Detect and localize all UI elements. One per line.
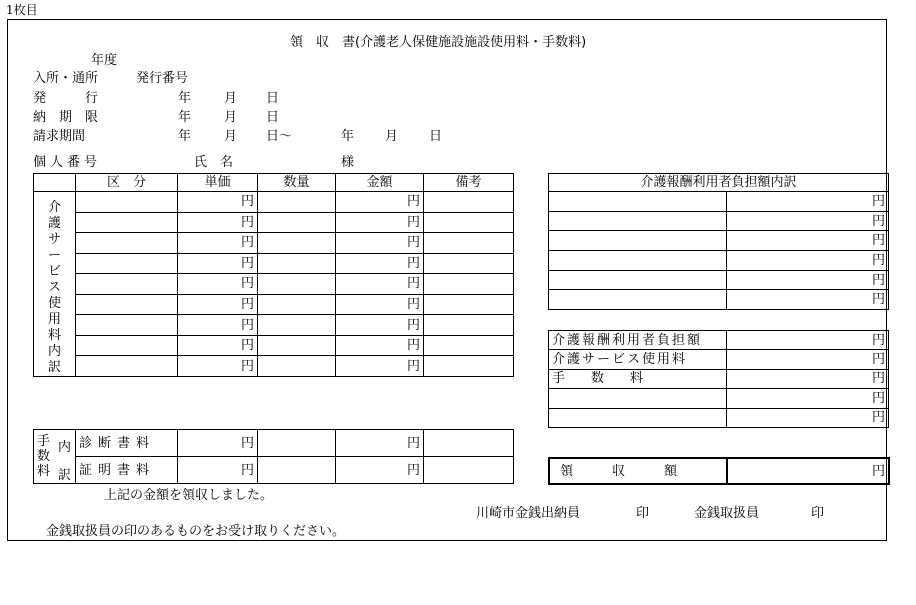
service-category-cell xyxy=(76,274,178,295)
fee-row-label: 診断書料 xyxy=(76,430,178,457)
billing-from-month: 月 xyxy=(224,129,238,144)
cashier-label: 川崎市金銭出納員 xyxy=(476,506,581,521)
due-day: 日 xyxy=(266,110,280,125)
summary-row xyxy=(549,408,889,427)
service-row xyxy=(34,335,514,356)
service-quantity-cell xyxy=(258,212,336,233)
service-row xyxy=(34,315,514,336)
service-unit-price-cell: 円 xyxy=(178,356,258,377)
handler-label: 金銭取扱員 xyxy=(694,506,760,521)
service-quantity-cell xyxy=(258,335,336,356)
service-remarks-cell xyxy=(424,274,514,295)
header-amount: 金額 xyxy=(336,174,424,192)
service-unit-price-cell: 円 xyxy=(178,274,258,295)
summary-amount: 円 xyxy=(727,389,889,408)
burden-amount-cell: 円 xyxy=(727,290,889,310)
service-amount-cell: 円 xyxy=(336,274,424,295)
received-text: 上記の金額を領収しました。 xyxy=(104,488,274,503)
burden-item-cell xyxy=(549,251,727,271)
summary-label: 介護報酬利用者負担額 xyxy=(549,331,727,350)
service-unit-price-cell: 円 xyxy=(178,315,258,336)
summary-amount: 円 xyxy=(727,408,889,427)
burden-row xyxy=(549,251,889,271)
burden-item-cell xyxy=(549,192,727,212)
service-remarks-cell xyxy=(424,356,514,377)
fee-side-label: 手数料 xyxy=(37,434,51,479)
service-amount-cell: 円 xyxy=(336,253,424,274)
billing-from-day: 日〜 xyxy=(266,129,293,144)
fee-row-label: 証明書料 xyxy=(76,457,178,484)
service-remarks-cell xyxy=(424,192,514,213)
summary-label: 介護サービス使用料 xyxy=(549,350,727,369)
burden-row xyxy=(549,231,889,251)
fee-row-amount-unit: 円 xyxy=(336,457,424,484)
service-quantity-cell xyxy=(258,233,336,254)
fee-side-label-cell xyxy=(34,430,76,484)
billing-label: 請求期間 xyxy=(33,129,86,144)
service-category-cell xyxy=(76,356,178,377)
header-quantity: 数量 xyxy=(258,174,336,192)
fee-row-qty xyxy=(258,457,336,484)
header-blank xyxy=(34,174,76,192)
summary-amount: 円 xyxy=(727,331,889,350)
fee-table xyxy=(33,429,514,484)
burden-amount-cell: 円 xyxy=(727,211,889,231)
service-quantity-cell xyxy=(258,356,336,377)
service-row xyxy=(34,192,514,213)
summary-row xyxy=(549,389,889,408)
receipt-total-unit: 円 xyxy=(727,458,889,484)
burden-row xyxy=(549,192,889,212)
service-amount-cell: 円 xyxy=(336,212,424,233)
fee-row-unit: 円 xyxy=(178,457,258,484)
fee-row-amount-unit: 円 xyxy=(336,430,424,457)
burden-row xyxy=(549,270,889,290)
service-amount-cell: 円 xyxy=(336,335,424,356)
burden-amount-cell: 円 xyxy=(727,270,889,290)
burden-breakdown-table xyxy=(548,173,889,310)
service-side-label-cell xyxy=(34,192,76,377)
service-remarks-cell xyxy=(424,253,514,274)
service-category-cell xyxy=(76,315,178,336)
burden-header: 介護報酬利用者負担額内訳 xyxy=(549,174,889,192)
burden-amount-cell: 円 xyxy=(727,231,889,251)
service-category-cell xyxy=(76,294,178,315)
fee-row-remarks xyxy=(424,430,514,457)
due-year: 年 xyxy=(178,110,192,125)
issue-month: 月 xyxy=(224,91,238,106)
name-label: 氏 名 xyxy=(194,155,234,170)
service-unit-price-cell: 円 xyxy=(178,335,258,356)
burden-item-cell xyxy=(549,231,727,251)
service-amount-cell: 円 xyxy=(336,356,424,377)
service-amount-cell: 円 xyxy=(336,233,424,254)
service-quantity-cell xyxy=(258,192,336,213)
receipt-total-label: 領 収 額 xyxy=(549,458,727,484)
service-remarks-cell xyxy=(424,294,514,315)
service-category-cell xyxy=(76,192,178,213)
issue-label: 発 行 xyxy=(33,91,99,106)
service-unit-price-cell: 円 xyxy=(178,233,258,254)
service-category-cell xyxy=(76,233,178,254)
burden-amount-cell: 円 xyxy=(727,192,889,212)
service-category-cell xyxy=(76,335,178,356)
burden-item-cell xyxy=(549,270,727,290)
fee-row-qty xyxy=(258,430,336,457)
issue-year: 年 xyxy=(178,91,192,106)
summary-row xyxy=(549,331,889,350)
service-unit-price-cell: 円 xyxy=(178,192,258,213)
handler-seal: 印 xyxy=(811,506,825,521)
service-unit-price-cell: 円 xyxy=(178,212,258,233)
document-title: 領 収 書(介護老人保健施設施設使用料・手数料) xyxy=(290,35,587,50)
service-fee-table xyxy=(33,173,514,377)
summary-label xyxy=(549,408,727,427)
receipt-total-table xyxy=(548,457,890,485)
service-quantity-cell xyxy=(258,315,336,336)
burden-row xyxy=(549,211,889,231)
summary-label: 手 数 料 xyxy=(549,369,727,388)
service-row xyxy=(34,356,514,377)
header-category: 区 分 xyxy=(76,174,178,192)
service-row xyxy=(34,233,514,254)
service-amount-cell: 円 xyxy=(336,315,424,336)
cashier-seal: 印 xyxy=(636,506,650,521)
service-row xyxy=(34,294,514,315)
issue-number-label: 発行番号 xyxy=(136,71,189,86)
service-amount-cell: 円 xyxy=(336,294,424,315)
service-remarks-cell xyxy=(424,315,514,336)
fee-row-unit: 円 xyxy=(178,430,258,457)
issue-day: 日 xyxy=(266,91,280,106)
service-row xyxy=(34,253,514,274)
service-row xyxy=(34,274,514,295)
service-remarks-cell xyxy=(424,212,514,233)
service-quantity-cell xyxy=(258,253,336,274)
admission-label: 入所・通所 xyxy=(33,71,99,86)
billing-to-year: 年 xyxy=(341,129,355,144)
summary-label xyxy=(549,389,727,408)
service-category-cell xyxy=(76,212,178,233)
summary-row xyxy=(549,369,889,388)
service-remarks-cell xyxy=(424,335,514,356)
header-unit-price: 単価 xyxy=(178,174,258,192)
burden-amount-cell: 円 xyxy=(727,251,889,271)
service-row xyxy=(34,212,514,233)
personal-number-label: 個人番号 xyxy=(33,155,102,170)
summary-amount: 円 xyxy=(727,350,889,369)
header-remarks: 備考 xyxy=(424,174,514,192)
service-side-label: 介護サービス使用料内訳 xyxy=(47,200,61,375)
burden-item-cell xyxy=(549,211,727,231)
fee-row-remarks xyxy=(424,457,514,484)
billing-to-month: 月 xyxy=(385,129,399,144)
sheet-label: 1枚目 xyxy=(6,3,38,17)
service-quantity-cell xyxy=(258,294,336,315)
service-category-cell xyxy=(76,253,178,274)
due-label: 納 期 限 xyxy=(33,110,99,125)
service-unit-price-cell: 円 xyxy=(178,253,258,274)
fiscal-year-label: 年度 xyxy=(91,53,118,68)
notice-text: 金銭取扱員の印のあるものをお受け取りください。 xyxy=(46,524,346,539)
fee-side-label-2: 内訳 xyxy=(58,440,72,483)
summary-table xyxy=(548,330,889,428)
burden-item-cell xyxy=(549,290,727,310)
service-quantity-cell xyxy=(258,274,336,295)
honorific: 様 xyxy=(341,155,355,170)
burden-row xyxy=(549,290,889,310)
service-remarks-cell xyxy=(424,233,514,254)
billing-from-year: 年 xyxy=(178,129,192,144)
billing-to-day: 日 xyxy=(429,129,443,144)
service-amount-cell: 円 xyxy=(336,192,424,213)
service-unit-price-cell: 円 xyxy=(178,294,258,315)
summary-amount: 円 xyxy=(727,369,889,388)
summary-row xyxy=(549,350,889,369)
due-month: 月 xyxy=(224,110,238,125)
